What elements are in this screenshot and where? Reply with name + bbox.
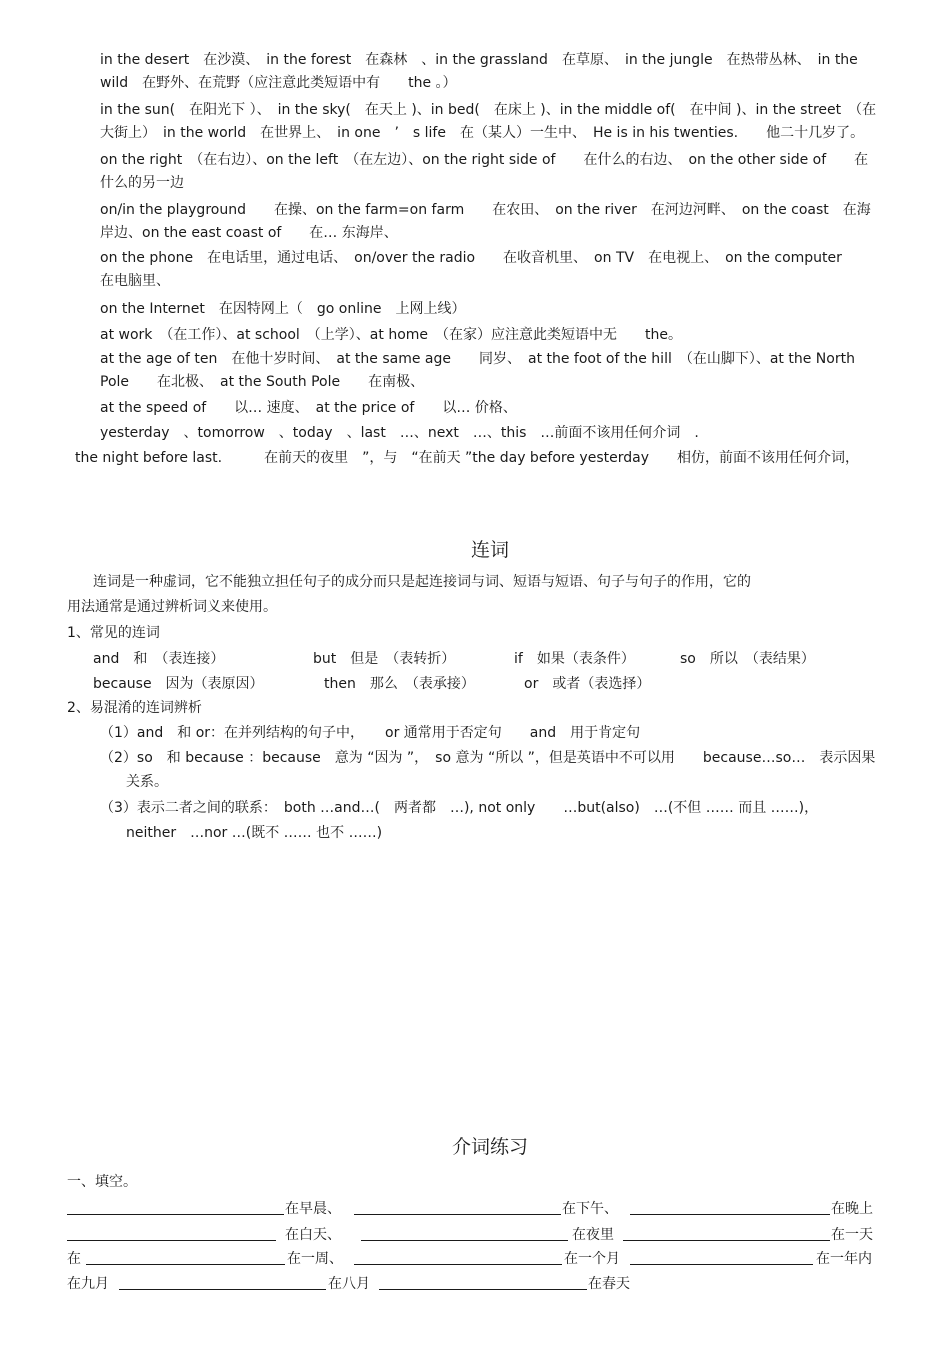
- conj-common-so: so 所以 （表结果）: [680, 651, 815, 667]
- exercise-row-3: [67, 1248, 882, 1268]
- label-spring: 在春天: [588, 1276, 630, 1292]
- prep-line-3: on the right （在右边）、on the left （在左边）、on the right side of 在什么的右边、 on the other side of 在什么的另一边: [100, 152, 869, 191]
- label-daytime: 在白天、: [285, 1227, 341, 1243]
- blank-evening[interactable]: [630, 1198, 830, 1215]
- prep-line-7: at work （在工作）、at school （上学）、at home （在家）应注意此类短语中无 the。: [100, 327, 682, 343]
- conj-intro-1: 连词是一种虚词，它不能独立担任句子的成分而只是起连接词与词、短语与短语、句子与句子的作用，它的: [93, 574, 751, 590]
- blank-morning[interactable]: [67, 1198, 284, 1215]
- conj-section-2: 2、易混淆的连词辨析: [67, 700, 202, 716]
- label-night: 在夜里: [572, 1227, 614, 1243]
- conj-section-1: 1、常见的连词: [67, 625, 160, 641]
- conj-title: 连词: [470, 539, 509, 561]
- conj-item-3b: neither …nor …(既不 …… 也不 ……): [126, 825, 383, 841]
- blank-year[interactable]: [630, 1248, 813, 1265]
- blank-august[interactable]: [119, 1273, 326, 1290]
- conj-item-2a: （2）so 和 because ：because 意为 “因为 ”， so 意为 “所以 ”，但是英语中不可以用 because…so… 表示因果: [100, 750, 876, 766]
- blank-afternoon[interactable]: [354, 1198, 561, 1215]
- label-at-prefix: 在: [67, 1251, 81, 1267]
- conj-common-or: or 或者（表选择）: [524, 676, 651, 692]
- prep-line-11: the night before last. 在前天的夜里 ”，与 “在前天 ”the day before yesterday 相仿，前面不该用任何介词，: [75, 450, 859, 466]
- exercise-row-2: [67, 1224, 882, 1244]
- conj-common-and: and 和 （表连接）: [93, 651, 225, 667]
- label-morning: 在早晨、: [285, 1201, 341, 1217]
- exercise-section: 一、填空。: [67, 1174, 137, 1190]
- conj-item-1: （1）and 和 or：在并列结构的句子中， or 通常用于否定句 and 用于肯定句: [100, 725, 641, 741]
- exercise-row-4: [67, 1273, 882, 1293]
- label-month: 在一个月: [564, 1251, 620, 1267]
- label-september: 在九月: [67, 1276, 109, 1292]
- conj-intro-2: 用法通常是通过辨析词义来使用。: [67, 599, 277, 615]
- blank-week[interactable]: [86, 1248, 285, 1265]
- label-week: 在一周、: [287, 1251, 343, 1267]
- blank-one-day[interactable]: [623, 1224, 830, 1241]
- conj-common-then: then 那么 （表承接）: [324, 676, 475, 692]
- prep-line-4: on/in the playground 在操、on the farm=on farm 在农田、 on the river 在河边河畔、 on the coast 在海岸边、on the east coast of 在… 东海岸、: [100, 202, 871, 241]
- prep-line-8: at the age of ten 在他十岁时间、 at the same age 同岁、 at the foot of the hill （在山脚下）、at the North Pole 在北极、 at the South Pole 在南极、: [100, 351, 855, 390]
- conj-common-because: because 因为（表原因）: [93, 676, 264, 692]
- label-one-day: 在一天: [831, 1227, 873, 1243]
- prep-line-9: at the speed of 以… 速度、 at the price of 以… 价格、: [100, 400, 517, 416]
- blank-spring[interactable]: [379, 1273, 587, 1290]
- prep-line-6: on the Internet 在因特网上（ go online 上网上线）: [100, 301, 466, 317]
- blank-month[interactable]: [354, 1248, 562, 1265]
- prep-line-10: yesterday 、tomorrow 、today 、last …、next …、this …前面不该用任何介词 .: [100, 425, 699, 441]
- blank-night[interactable]: [361, 1224, 568, 1241]
- prep-line-1: in the desert 在沙漠、 in the forest 在森林 、in the grassland 在草原、 in the jungle 在热带丛林、 in the wild 在野外、在荒野（应注意此类短语中有 the 。）: [100, 52, 858, 91]
- label-afternoon: 在下午、: [562, 1201, 618, 1217]
- label-august: 在八月: [328, 1276, 370, 1292]
- label-evening: 在晚上: [831, 1201, 873, 1217]
- exercise-title: 介词练习: [451, 1136, 528, 1158]
- prep-line-5: on the phone 在电话里，通过电话、 on/over the radio 在收音机里、 on TV 在电视上、 on the computer 在电脑里、: [100, 250, 870, 289]
- prep-line-2: in the sun( 在阳光下 ）、 in the sky( 在天上 )、in bed( 在床上 )、in the middle of( 在中间 )、in the street （在大街上） in the world 在世界上、 in one ’ s life 在（某人）一生中、 He is in his twenties. 他二十几岁了。: [100, 102, 877, 141]
- conj-item-3a: （3）表示二者之间的联系： both …and…( 两者都 …), not only …but(also) …(不但 …… 而且 ……)，: [100, 800, 819, 816]
- exercise-row-1: [67, 1198, 882, 1218]
- conj-common-but: but 但是 （表转折）: [313, 651, 456, 667]
- conj-item-2b: 关系。: [126, 774, 168, 790]
- conj-common-if: if 如果（表条件）: [514, 651, 635, 667]
- label-year: 在一年内: [816, 1251, 872, 1267]
- blank-daytime[interactable]: [67, 1224, 276, 1241]
